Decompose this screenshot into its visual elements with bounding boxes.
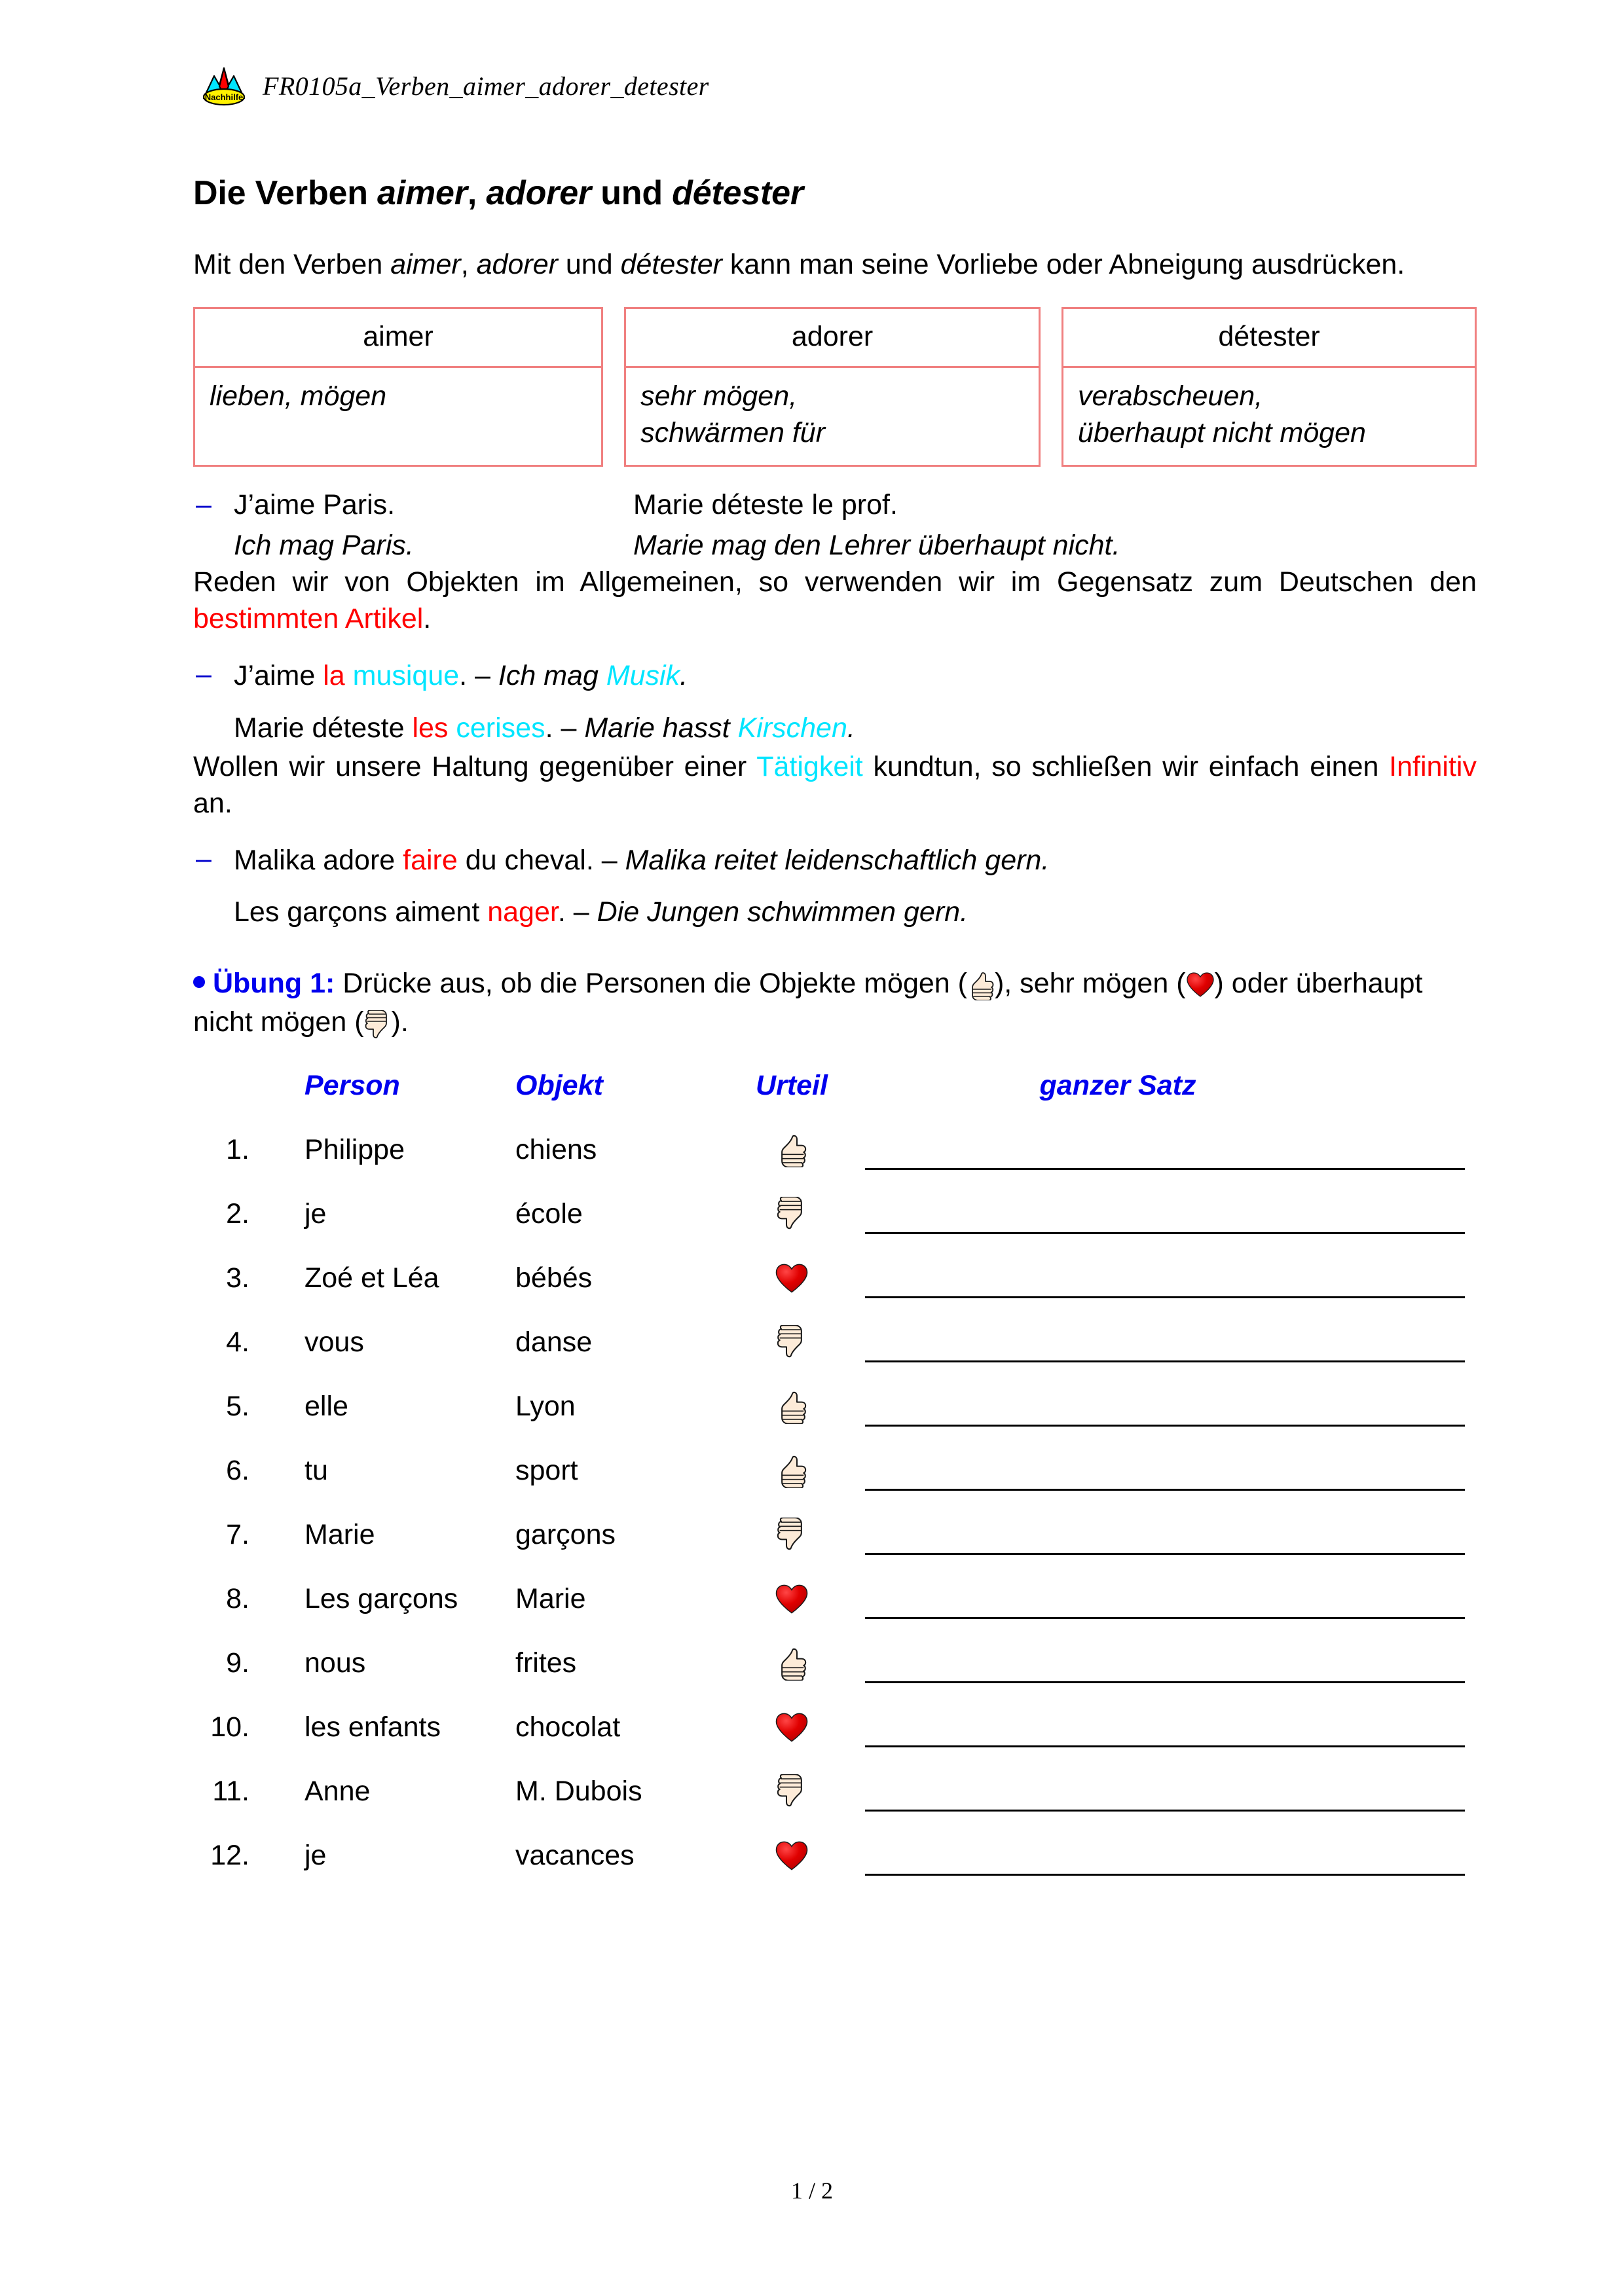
ex3-l2-verb: nager — [487, 896, 558, 928]
verb-body-detester — [1063, 368, 1475, 465]
answer-write-line[interactable] — [865, 1425, 1465, 1427]
verb-box-aimer — [193, 307, 603, 467]
answer-write-line[interactable] — [865, 1553, 1465, 1555]
exercise-label: Übung 1: — [213, 968, 335, 1000]
thumbs-up-icon — [726, 1389, 857, 1424]
row-person: nous — [304, 1647, 366, 1679]
thumbs-up-icon-inline — [967, 968, 995, 999]
ex2-l2-article: les — [412, 712, 449, 744]
exercise-table-header — [193, 1070, 1477, 1102]
answer-write-line[interactable] — [865, 1296, 1465, 1298]
ex2-l1-a: J’aime — [234, 659, 323, 691]
heart-icon — [726, 1712, 857, 1743]
thumbs-up-icon — [726, 1453, 857, 1488]
exercise-instruction-b: ), sehr mögen ( — [994, 968, 1186, 1000]
example-1-fr: J’aime Paris. — [234, 488, 396, 520]
exercise-instruction-d: ). — [391, 1006, 409, 1038]
header-person: Person — [304, 1070, 400, 1102]
table-row — [193, 1503, 1477, 1567]
rule-1-text-after: . — [423, 603, 432, 635]
intro-text-1: Mit den Verben — [193, 249, 391, 280]
rule-paragraph-1 — [193, 564, 1477, 638]
row-objekt: Lyon — [515, 1390, 576, 1422]
row-person: Les garçons — [304, 1582, 458, 1614]
header-file-title: FR0105a_Verben_aimer_adorer_detester — [263, 71, 709, 101]
table-row — [193, 1374, 1477, 1438]
title-detester: détester — [672, 174, 803, 212]
row-number: 10. — [210, 1711, 249, 1743]
table-row — [193, 1118, 1477, 1182]
nachhilfe-logo-icon — [200, 64, 248, 107]
rule-2-highlight-cyan: Tätigkeit — [756, 750, 863, 782]
ex2-l2-de-noun: Kirschen — [737, 712, 847, 744]
rule-1-highlight: bestimmten Artikel — [193, 603, 424, 635]
ex3-l2-b: . – — [557, 896, 597, 928]
row-answer-field[interactable] — [857, 1438, 1477, 1503]
row-person: Philippe — [304, 1133, 405, 1165]
row-objekt: chocolat — [515, 1711, 621, 1743]
example-line-1 — [234, 486, 1477, 524]
ex2-l2-a: Marie déteste — [234, 712, 413, 744]
rule-2-text-before: Wollen wir unsere Haltung gegenüber einer — [193, 750, 757, 782]
ex3-l2-a: Les garçons aiment — [234, 896, 488, 928]
ex2-l1-b — [345, 660, 353, 691]
ex3-l1-verb: faire — [403, 844, 458, 876]
table-row — [193, 1246, 1477, 1310]
verb-body-aimer: lieben, mögen — [210, 380, 387, 412]
dash-bullet-icon: – — [196, 488, 212, 520]
answer-write-line[interactable] — [865, 1745, 1465, 1747]
intro-aimer: aimer — [390, 249, 461, 280]
heart-icon-inline — [1186, 968, 1215, 999]
example-2-line-2 — [234, 708, 1477, 749]
example-3-line-1 — [234, 841, 1477, 881]
row-objekt: frites — [515, 1647, 577, 1679]
verb-body-adorer-line1: sehr mögen, — [640, 380, 798, 412]
example-block-1 — [193, 486, 1477, 565]
heart-icon — [726, 1263, 857, 1294]
answer-write-line[interactable] — [865, 1681, 1465, 1683]
row-answer-field[interactable] — [857, 1631, 1477, 1695]
row-objekt: M. Dubois — [515, 1775, 642, 1807]
row-number: 11. — [212, 1775, 249, 1807]
table-row — [193, 1823, 1477, 1887]
ex2-l1-c: . – — [459, 659, 498, 691]
row-number: 4. — [226, 1326, 249, 1358]
ex3-l2-de: Die Jungen schwimmen gern. — [597, 896, 969, 928]
dash-bullet-icon-2: – — [196, 658, 212, 690]
row-objekt: vacances — [515, 1839, 635, 1871]
row-number: 7. — [226, 1518, 249, 1550]
row-number: 8. — [226, 1582, 249, 1614]
row-person: Zoé et Léa — [304, 1262, 439, 1294]
row-answer-field[interactable] — [857, 1310, 1477, 1374]
answer-write-line[interactable] — [865, 1617, 1465, 1619]
thumbs-up-icon — [726, 1133, 857, 1167]
answer-write-line[interactable] — [865, 1168, 1465, 1170]
example-3-line-2 — [234, 892, 1477, 933]
row-person: Marie — [304, 1518, 375, 1550]
ex2-l2-de-b: . — [847, 712, 855, 744]
row-number: 2. — [226, 1197, 249, 1230]
example-line-2 — [234, 527, 1477, 564]
thumbs-down-icon-inline — [364, 1006, 392, 1038]
verb-head-detester: détester — [1063, 309, 1475, 368]
row-objekt: Marie — [515, 1582, 586, 1614]
page-footer — [0, 2177, 1624, 2204]
header-num — [193, 1070, 264, 1102]
header-objekt: Objekt — [515, 1070, 603, 1102]
row-number: 3. — [226, 1262, 249, 1294]
row-person: je — [304, 1839, 327, 1871]
ex2-l1-noun: musique — [352, 659, 460, 691]
verb-head-adorer: adorer — [626, 309, 1039, 368]
ex2-l1-de-noun: Musik — [606, 659, 680, 691]
rule-2-text-mid: kundtun, so schließen wir einfach einen — [862, 750, 1390, 782]
verb-body-adorer-line2: schwärmen für — [640, 416, 826, 448]
verb-meaning-table — [193, 307, 1477, 467]
table-row — [193, 1631, 1477, 1695]
thumbs-down-icon — [726, 1325, 857, 1360]
heart-icon — [726, 1840, 857, 1871]
title-aimer: aimer — [377, 174, 468, 212]
rule-paragraph-2 — [193, 749, 1477, 822]
ex3-l1-de: Malika reitet leidenschaftlich gern. — [625, 844, 1050, 876]
title-adorer: adorer — [486, 174, 591, 212]
row-person: je — [304, 1197, 327, 1230]
row-answer-field[interactable] — [857, 1374, 1477, 1438]
ex2-l1-de-a: Ich mag — [498, 659, 606, 691]
answer-write-line[interactable] — [865, 1489, 1465, 1491]
exercise-instruction — [193, 964, 1477, 1041]
bullet-dot-icon — [193, 976, 205, 988]
row-answer-field[interactable] — [857, 1823, 1477, 1887]
dash-bullet-icon-3: – — [196, 843, 212, 875]
title-und: und — [591, 174, 673, 212]
page-number: 1 / 2 — [790, 2178, 833, 2204]
rule-1-text-before: Reden wir von Objekten im Allgemeinen, so verwenden wir im Gegensatz zum Deutschen den — [193, 566, 1477, 598]
example-block-2 — [193, 656, 1477, 749]
page-header — [200, 64, 709, 107]
row-number: 12. — [210, 1839, 249, 1871]
row-person: tu — [304, 1454, 328, 1486]
row-answer-field[interactable] — [857, 1567, 1477, 1631]
table-row — [193, 1310, 1477, 1374]
intro-paragraph — [193, 247, 1477, 283]
table-row — [193, 1695, 1477, 1759]
document-content — [193, 173, 1477, 1887]
thumbs-down-icon — [726, 1197, 857, 1231]
row-objekt: garçons — [515, 1518, 616, 1550]
row-answer-field[interactable] — [857, 1246, 1477, 1310]
verb-body-detester-line1: verabscheuen, — [1078, 380, 1263, 412]
intro-text-2: kann man seine Vorliebe oder Abneigung ausdrücken. — [722, 249, 1405, 280]
row-answer-field[interactable] — [857, 1503, 1477, 1567]
example-1-de: Ich mag Paris. — [234, 530, 414, 562]
table-row — [193, 1567, 1477, 1631]
thumbs-up-icon — [726, 1646, 857, 1681]
verb-body-detester-line2: überhaupt nicht mögen — [1078, 416, 1366, 448]
table-row — [193, 1759, 1477, 1823]
table-row — [193, 1438, 1477, 1503]
row-number: 5. — [226, 1390, 249, 1422]
ex3-l1-a: Malika adore — [234, 844, 403, 876]
intro-comma: , — [460, 249, 477, 280]
ex2-l2-b — [448, 712, 456, 744]
row-answer-field[interactable] — [857, 1759, 1477, 1823]
intro-detester: détester — [620, 249, 722, 280]
row-objekt: bébés — [515, 1262, 593, 1294]
row-answer-field[interactable] — [857, 1118, 1477, 1182]
rule-2-highlight-red: Infinitiv — [1389, 750, 1477, 782]
row-answer-field[interactable] — [857, 1182, 1477, 1246]
answer-write-line[interactable] — [865, 1810, 1465, 1812]
exercise-instruction-c: ) oder überhaupt nicht mögen ( — [193, 968, 1423, 1038]
ex2-l2-c: . – — [545, 712, 585, 744]
ex2-l2-noun: cerises — [456, 712, 545, 744]
page-title — [193, 173, 1477, 213]
row-person: elle — [304, 1390, 348, 1422]
row-number: 6. — [226, 1454, 249, 1486]
intro-adorer: adorer — [476, 249, 558, 280]
exercise-rows — [193, 1118, 1477, 1887]
row-person: les enfants — [304, 1711, 441, 1743]
example-2-line-1 — [234, 656, 1477, 697]
exercise-table — [193, 1070, 1477, 1887]
table-row — [193, 1182, 1477, 1246]
row-objekt: sport — [515, 1454, 578, 1486]
example-block-3 — [193, 841, 1477, 934]
ex2-l2-de-a: Marie hasst — [584, 712, 738, 744]
row-objekt: école — [515, 1197, 583, 1230]
intro-und: und — [557, 249, 621, 280]
ex2-l1-article: la — [323, 659, 345, 691]
title-comma: , — [467, 174, 487, 212]
rule-2-text-after: an. — [193, 787, 232, 819]
thumbs-down-icon — [726, 1518, 857, 1552]
example-1-fr-2: Marie déteste le prof. — [633, 488, 898, 520]
ex2-l1-de-b: . — [680, 659, 688, 691]
row-answer-field[interactable] — [857, 1695, 1477, 1759]
row-objekt: chiens — [515, 1133, 597, 1165]
answer-write-line[interactable] — [865, 1232, 1465, 1234]
exercise-instruction-a: Drücke aus, ob die Personen die Objekte mögen ( — [335, 968, 967, 1000]
verb-head-aimer: aimer — [195, 309, 601, 368]
answer-write-line[interactable] — [865, 1874, 1465, 1876]
row-number: 1. — [226, 1133, 249, 1165]
title-text-1: Die Verben — [193, 174, 378, 212]
verb-body-adorer — [626, 368, 1039, 465]
row-person: Anne — [304, 1775, 371, 1807]
row-person: vous — [304, 1326, 364, 1358]
header-urteil: Urteil — [756, 1070, 828, 1102]
heart-icon — [726, 1584, 857, 1614]
ex3-l1-b: du cheval. – — [457, 844, 625, 876]
verb-box-adorer — [624, 307, 1041, 467]
example-1-de-2: Marie mag den Lehrer überhaupt nicht. — [633, 530, 1120, 562]
row-number: 9. — [226, 1647, 249, 1679]
thumbs-down-icon — [726, 1774, 857, 1809]
svg-text:Nachhilfe: Nachhilfe — [204, 92, 244, 102]
row-objekt: danse — [515, 1326, 593, 1358]
header-ganzer-satz: ganzer Satz — [1039, 1070, 1196, 1102]
verb-box-detester — [1061, 307, 1477, 467]
answer-write-line[interactable] — [865, 1360, 1465, 1362]
